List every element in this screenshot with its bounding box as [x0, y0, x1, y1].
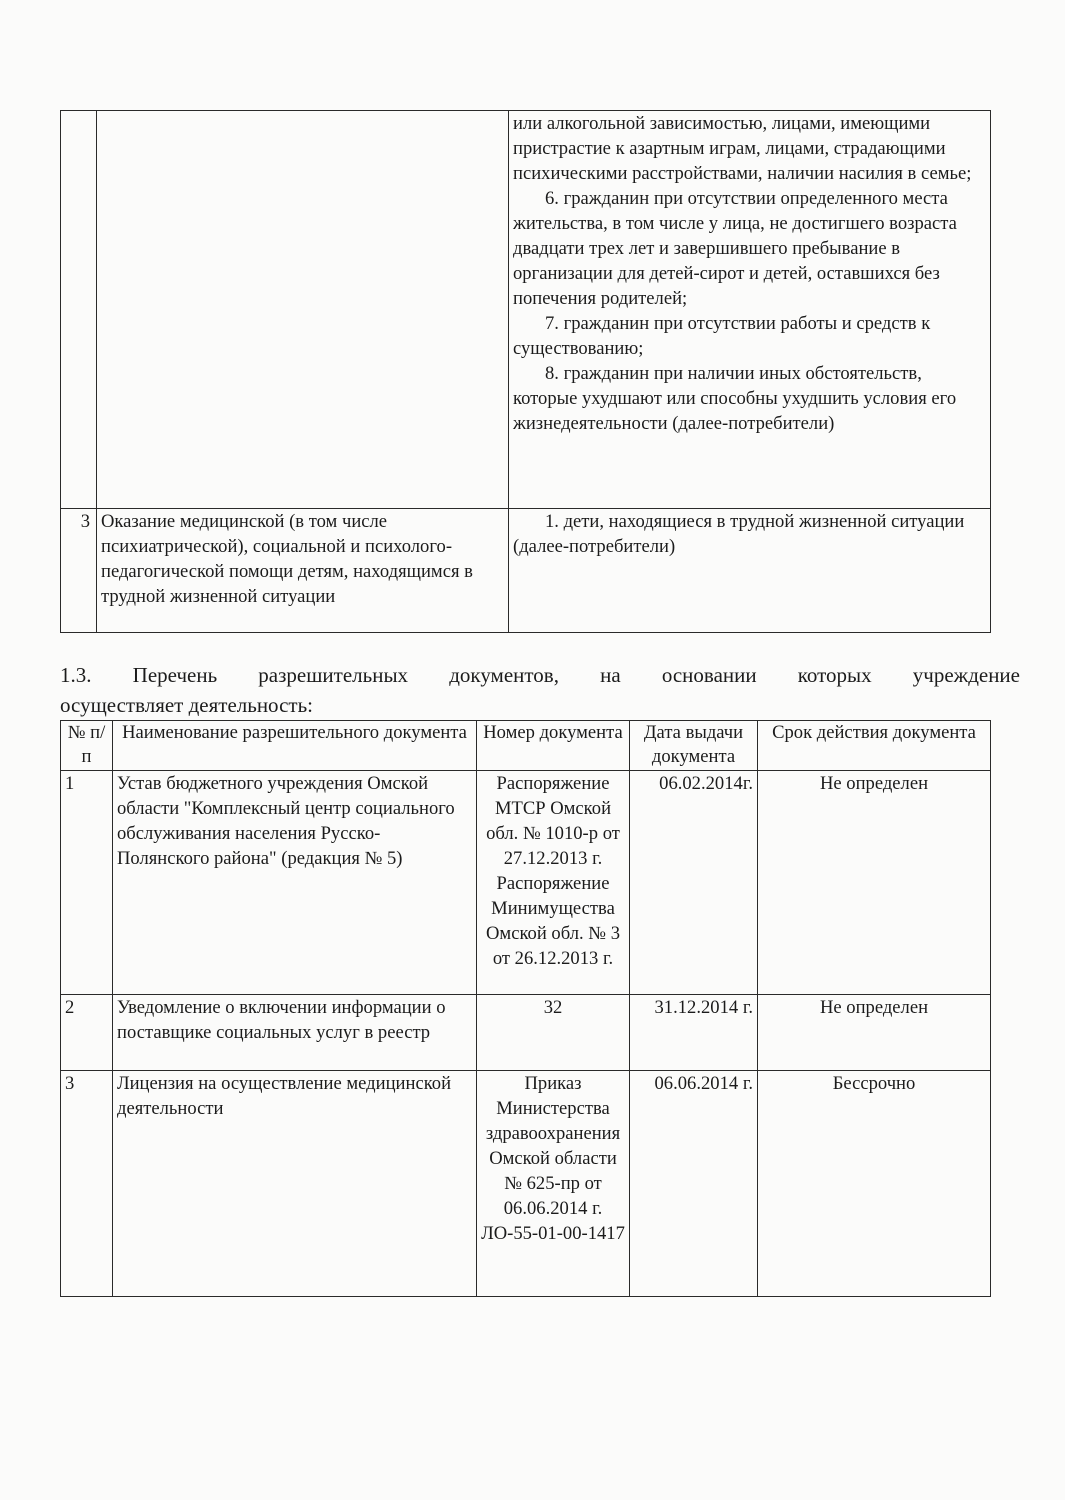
row-number: 3	[61, 509, 97, 633]
service-name: Оказание медицинской (в том числе психиатрической), социальной и психолого-педагогической помощи детям, находящимся в трудной жизненной ситуации	[97, 509, 509, 633]
section-heading: 1.3. Перечень разрешительных документов, на основании которых учреждение	[60, 663, 1020, 687]
document-number: Приказ Министерства здравоохранения Омской области № 625-пр от 06.06.2014 г. ЛО-55-01-00-1417	[477, 1071, 630, 1297]
table-row	[61, 111, 991, 509]
table-row	[61, 995, 991, 1071]
header-num: № п/п	[61, 721, 113, 771]
document-name: Устав бюджетного учреждения Омской области "Комплексный центр социального обслуживания населения Русско-Полянского района" (редакция № 5)	[113, 771, 477, 995]
row-number	[61, 111, 97, 509]
recipients-item: 1. дети, находящиеся в трудной жизненной ситуации (далее-потребители)	[513, 511, 965, 557]
validity: Не определен	[758, 995, 991, 1071]
permits-table	[60, 720, 991, 1297]
header-validity: Срок действия документа	[758, 721, 991, 771]
recipients-item: 8. гражданин при наличии иных обстоятельств, которые ухудшают или способны ухудшить условия его жизнедеятельности (далее-потребители)	[513, 363, 957, 434]
validity: Бессрочно	[758, 1071, 991, 1297]
header-name: Наименование разрешительного документа	[113, 721, 477, 771]
recipients-item: 7. гражданин при отсутствии работы и средств к существованию;	[513, 313, 931, 359]
issue-date: 06.02.2014г.	[630, 771, 758, 995]
document-number: 32	[477, 995, 630, 1071]
table-row	[61, 771, 991, 995]
table-row	[61, 509, 991, 633]
service-name	[97, 111, 509, 509]
issue-date: 31.12.2014 г.	[630, 995, 758, 1071]
section-heading-continuation: осуществляет деятельность:	[60, 693, 313, 717]
header-issue-date: Дата выдачи документа	[630, 721, 758, 771]
document-name: Уведомление о включении информации о поставщике социальных услуг в реестр	[113, 995, 477, 1071]
recipients-text: или алкогольной зависимостью, лицами, имеющими пристрастие к азартным играм, лицами, страдающими психическими расстройствами, наличии насилия в семье;	[513, 113, 972, 184]
row-number: 1	[61, 771, 113, 995]
row-number: 2	[61, 995, 113, 1071]
issue-date: 06.06.2014 г.	[630, 1071, 758, 1297]
row-number: 3	[61, 1071, 113, 1297]
table-row	[61, 1071, 991, 1297]
services-table	[60, 110, 991, 633]
document-number: Распоряжение МТСР Омской обл. № 1010-р от 27.12.2013 г. Распоряжение Минимущества Омской обл. № 3 от 26.12.2013 г.	[477, 771, 630, 995]
header-doc-number: Номер документа	[477, 721, 630, 771]
recipients-cell	[509, 509, 991, 633]
table-header-row	[61, 721, 991, 771]
document-name: Лицензия на осуществление медицинской деятельности	[113, 1071, 477, 1297]
recipients-item: 6. гражданин при отсутствии определенного места жительства, в том числе у лица, не достигшего возраста двадцати трех лет и завершившего пребывание в организации для детей-сирот и детей, оставшихся без попечения родителей;	[513, 188, 957, 309]
validity: Не определен	[758, 771, 991, 995]
recipients-cell	[509, 111, 991, 509]
